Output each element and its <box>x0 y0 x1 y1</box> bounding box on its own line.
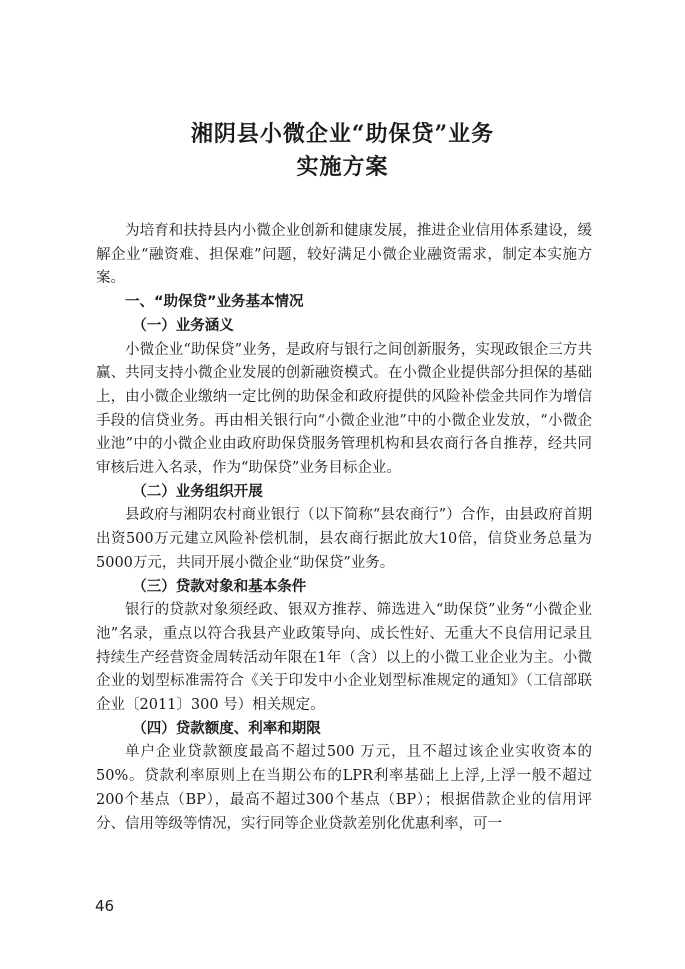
page-number: 46 <box>95 897 115 915</box>
subsection-heading-1: （一）业务涵义 <box>132 317 234 334</box>
subsection-heading-3: （三）贷款对象和基本条件 <box>132 578 307 595</box>
title-line-1: 湘阴县小微企业“助保贷”业务 <box>190 121 495 147</box>
subsection-heading-4: （四）贷款额度、利率和期限 <box>132 720 321 737</box>
subsection-heading-2: （二）业务组织开展 <box>132 483 263 500</box>
section-heading-1: 一、“助保贷”业务基本情况 <box>125 294 304 311</box>
title-line-2: 实施方案 <box>296 154 389 180</box>
subsection-text-2: 县政府与湘阴农村商业银行（以下简称“县农商行”）合作，由县政府首期出资500万元建立风险补偿机制，县农商行据此放大10倍，信贷业务总量为5000万元，共同开展小微企业“助保贷”业务。 <box>96 507 592 571</box>
subsection-text-3: 银行的贷款对象须经政、银双方推荐、筛选进入“助保贷”业务“小微企业池”名录，重点以符合我县产业政策导向、成长性好、无重大不良信用记录且持续生产经营资金周转活动年限在1年（含）以上的小微工业企业为主。小微企业的划型标准需符合《关于印发中小企业划型标准规定的通知》（工信部联企业〔2011〕300 号）相关规定。 <box>96 602 592 714</box>
subsection-text-1: 小微企业“助保贷”业务，是政府与银行之间创新服务，实现政银企三方共赢、共同支持小微企业发展的创新融资模式。在小微企业提供部分担保的基础上，由小微企业缴纳一定比例的助保金和政府提供的风险补偿金共同作为增信手段的信贷业务。再由相关银行向“小微企业池”中的小微企业发放，“小微企业池”中的小微企业由政府助保贷服务管理机构和县农商行各自推荐，经共同审核后进入名录，作为“助保贷”业务目标企业。 <box>96 341 592 477</box>
intro-paragraph: 为培育和扶持县内小微企业创新和健康发展，推进企业信用体系建设，缓解企业“融资难、担保难”问题，较好满足小微企业融资需求，制定本实施方案。 <box>96 223 592 287</box>
document-body <box>96 220 592 836</box>
subsection-text-4: 单户企业贷款额度最高不超过500 万元，且不超过该企业实收资本的50%。贷款利率原则上在当期公布的LPR利率基础上上浮,上浮一般不超过200个基点（BP），最高不超过300个基点（BP）；根据借款企业的信用评分、信用等级等情况，实行同等企业贷款差别化优惠利率，可一 <box>96 744 592 832</box>
